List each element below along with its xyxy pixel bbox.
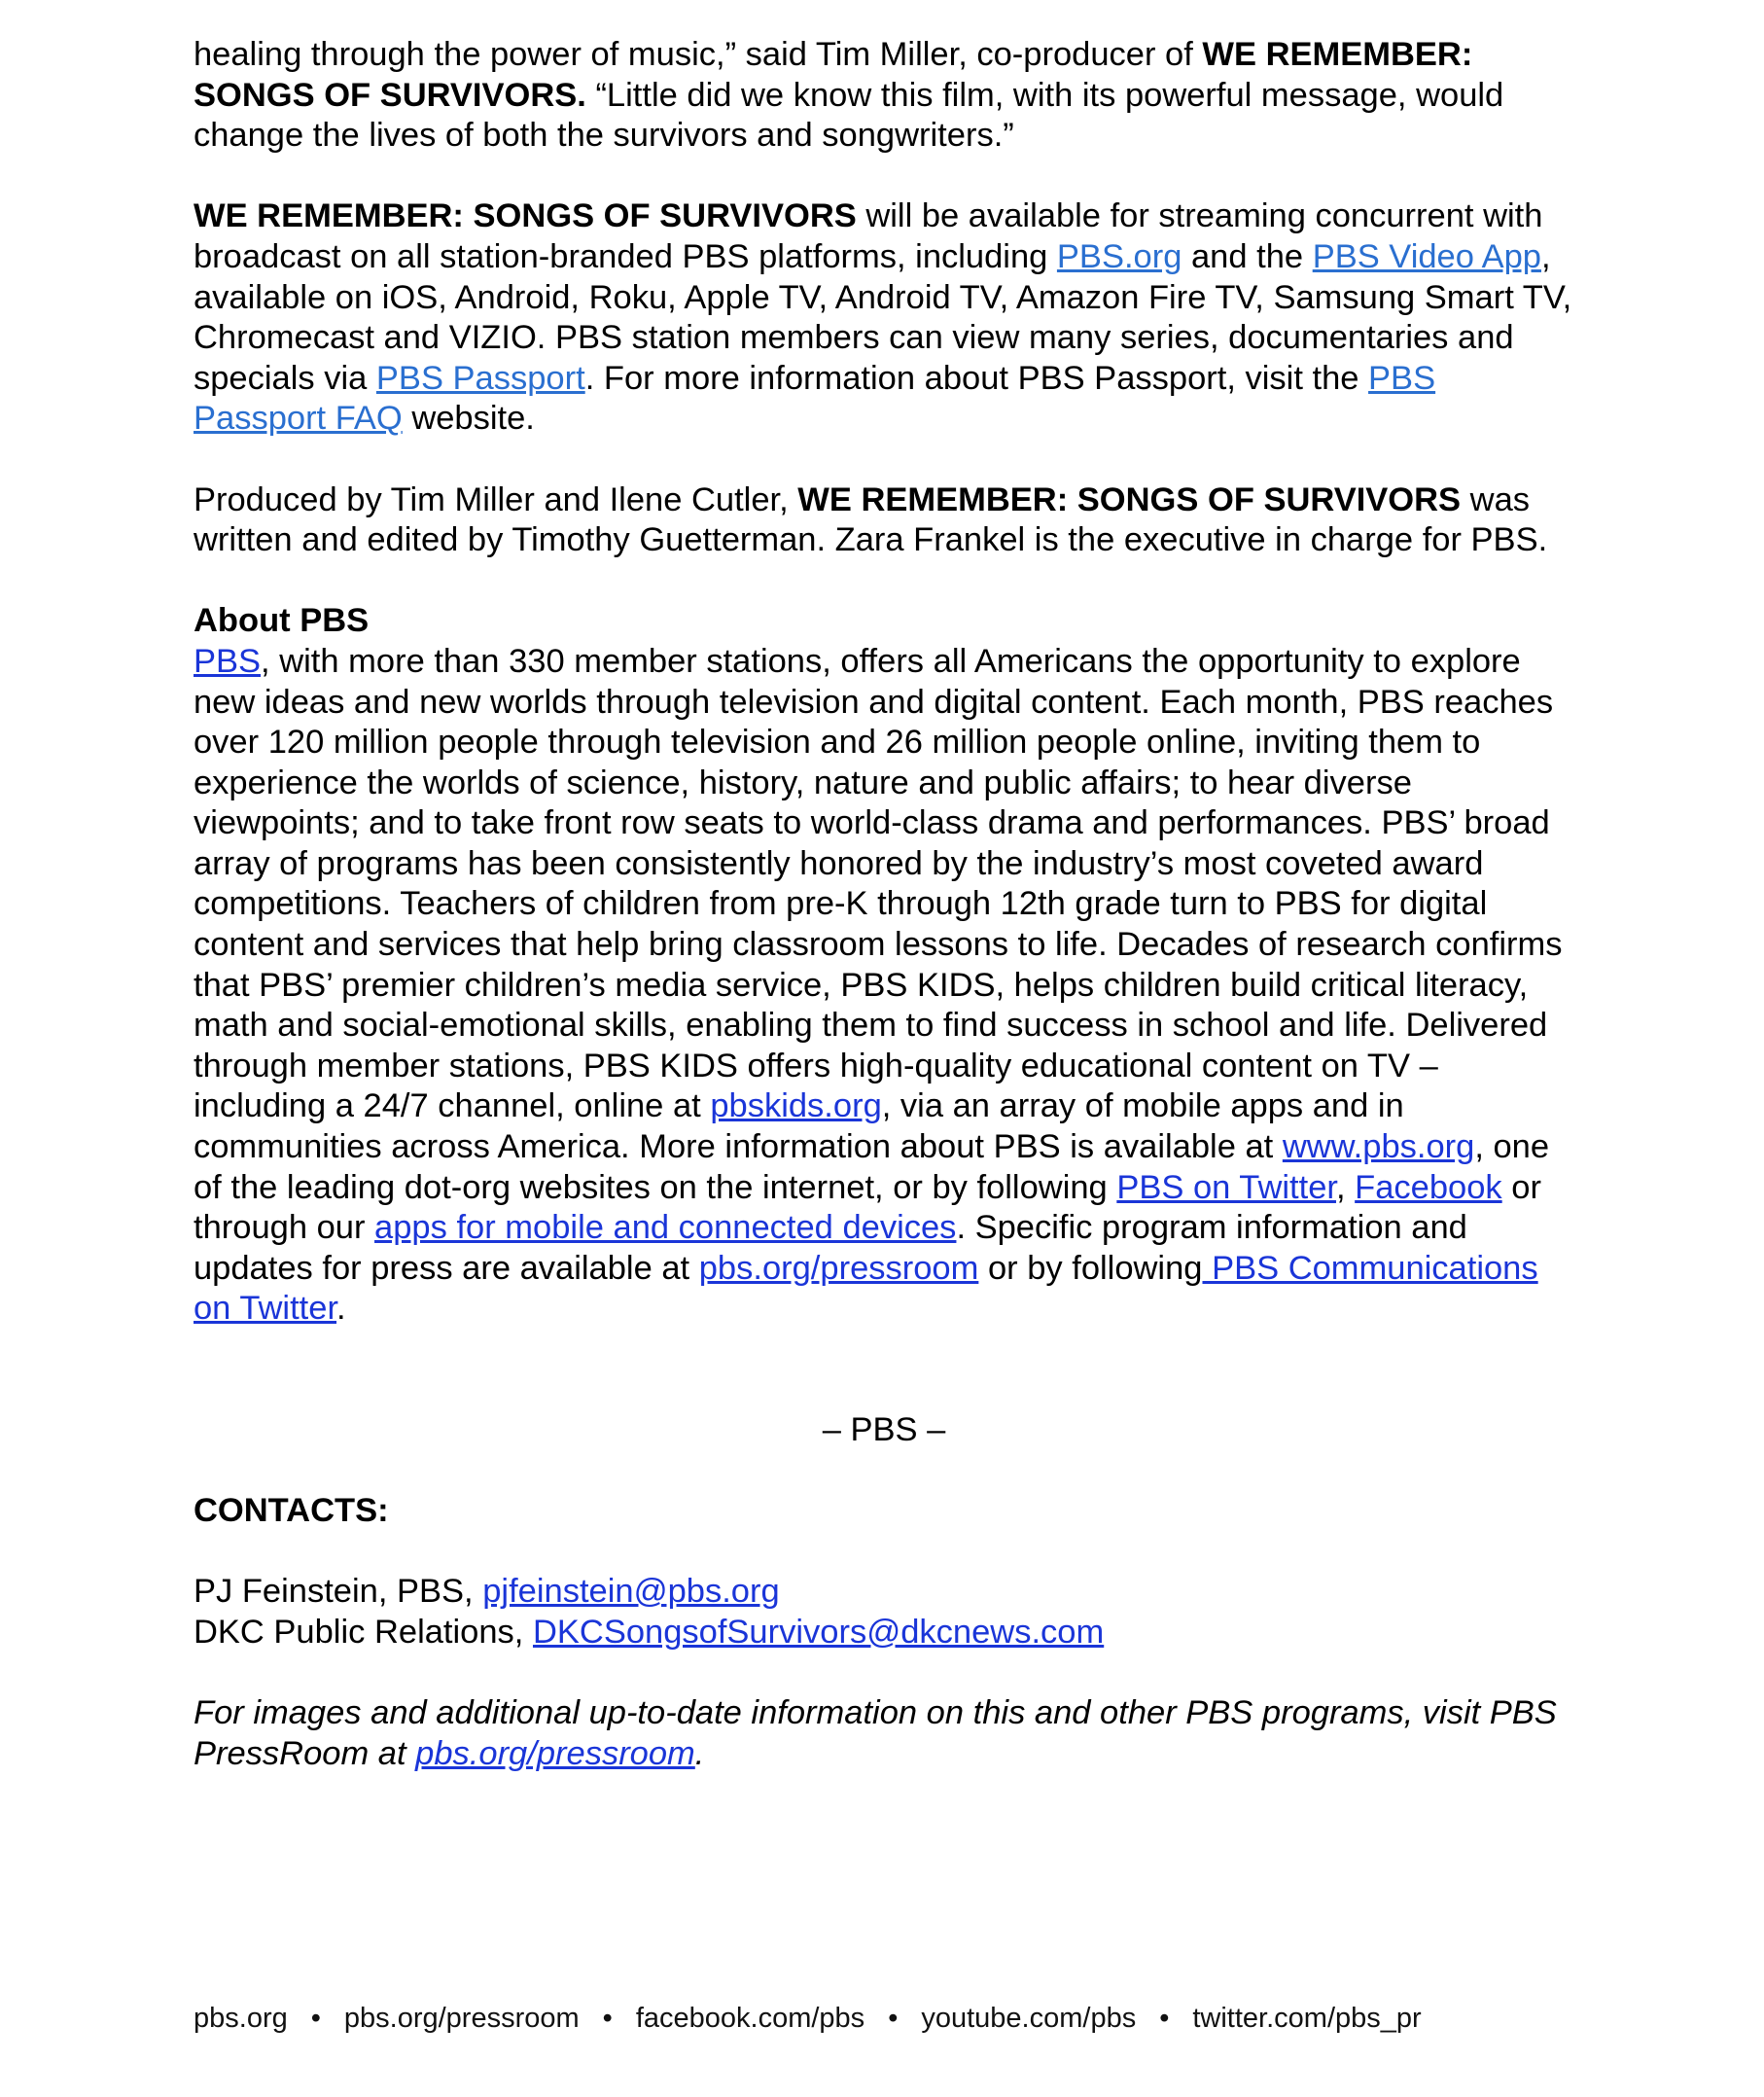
footer-item: pbs.org/pressroom <box>343 2003 580 2034</box>
paragraph-streaming <box>194 196 1574 440</box>
paragraph-about <box>194 642 1574 1330</box>
link-www-pbs-org[interactable]: www.pbs.org <box>1282 1128 1475 1166</box>
link-apps[interactable]: apps for mobile and connected devices <box>374 1209 957 1247</box>
text: For images and additional up-to-date information on this and other PBS programs, visit PBS PressRoom at <box>194 1694 1557 1772</box>
text: . Specific program information and updates for press are available at <box>194 1209 1467 1287</box>
text: was written and edited by Timothy Guetterman. Zara Frankel is the executive in charge for PBS. <box>194 480 1548 559</box>
bold-title: WE REMEMBER: SONGS OF SURVIVORS <box>797 480 1462 518</box>
text: Produced by Tim Miller and Ilene Cutler, <box>194 480 798 518</box>
link-pbs-communications-twitter[interactable]: PBS Communications on Twitter <box>194 1249 1538 1328</box>
footer-item: youtube.com/pbs <box>921 2003 1137 2034</box>
page-footer <box>194 2002 1574 2035</box>
contact-text: DKC Public Relations, <box>194 1613 533 1651</box>
link-pbs-passport-faq[interactable]: PBS Passport FAQ <box>194 359 1436 438</box>
text: , <box>1335 1168 1356 1206</box>
footer-separator: • <box>888 2003 899 2034</box>
link-facebook[interactable]: Facebook <box>1355 1168 1502 1206</box>
text: or through our <box>194 1168 1541 1247</box>
text: and the <box>1182 237 1313 275</box>
text: . <box>694 1734 705 1772</box>
text: , with more than 330 member stations, offers all Americans the opportunity to explore new ideas and new worlds through television and digital content. Each month, PBS reaches over 120 million people through television and 26 million people online, inviting them to experience the worlds of science, history, nature and public affairs; to hear diverse viewpoints; and to take front row seats to world-class drama and performances. PBS’ broad array of programs has been consistently honored by the industry’s most coveted award competitions. Teachers of children from pre-K through 12th grade turn to PBS for digital content and services that help bring classroom lessons to life. Decades of research confirms that PBS’ premier children’s media service, PBS KIDS, helps children build critical literacy, math and social-emotional skills, enabling them to find success in school and life. Delivered through member stations, PBS KIDS offers high-quality educational content on TV – including a 24/7 channel, online at <box>194 642 1563 1125</box>
link-pbs-twitter[interactable]: PBS on Twitter <box>1116 1168 1336 1206</box>
text: “Little did we know this film, with its powerful message, would change the lives of both the survivors and songwriters.” <box>194 76 1504 155</box>
bold-title: WE REMEMBER: SONGS OF SURVIVORS <box>194 197 857 235</box>
link-pbs-video-app[interactable]: PBS Video App <box>1312 237 1541 275</box>
footer-item: twitter.com/pbs_pr <box>1192 2003 1422 2034</box>
document-body <box>194 35 1574 1815</box>
end-divider: – PBS – <box>822 1411 946 1448</box>
contacts-heading-text: CONTACTS: <box>194 1492 389 1530</box>
about-heading: About PBS <box>194 602 370 640</box>
text: . For more information about PBS Passport, visit the <box>584 359 1369 397</box>
bold-title: WE REMEMBER: SONGS OF SURVIVORS. <box>194 36 1473 114</box>
contacts-heading <box>194 1491 1574 1532</box>
text: . <box>336 1290 346 1328</box>
text: or by following <box>978 1249 1203 1287</box>
text: healing through the power of music,” said Tim Miller, co-producer of <box>194 36 1203 73</box>
link-pbs[interactable]: PBS <box>194 642 262 680</box>
contacts-list <box>194 1572 1574 1653</box>
link-pbs-passport[interactable]: PBS Passport <box>375 359 585 397</box>
text: will be available for streaming concurrent with broadcast on all station-branded PBS platforms, including <box>194 197 1543 275</box>
paragraph-credits <box>194 480 1574 561</box>
link-email-dkc[interactable]: DKCSongsofSurvivors@dkcnews.com <box>532 1613 1105 1651</box>
footer-separator: • <box>1159 2003 1170 2034</box>
footer-separator: • <box>310 2003 321 2034</box>
paragraph-quote <box>194 35 1574 157</box>
link-pbs-org[interactable]: PBS.org <box>1056 237 1182 275</box>
footer-separator: • <box>602 2003 613 2034</box>
text: , one of the leading dot-org websites on the internet, or by following <box>194 1128 1550 1206</box>
link-email-pbs[interactable]: pjfeinstein@pbs.org <box>482 1573 780 1611</box>
text: , available on iOS, Android, Roku, Apple TV, Android TV, Amazon Fire TV, Samsung Smart TV, Chromecast and VIZIO. PBS station members can view many series, documentaries and specials via <box>194 237 1572 397</box>
footer-item: facebook.com/pbs <box>635 2003 865 2034</box>
link-pressroom[interactable]: pbs.org/pressroom <box>698 1249 979 1287</box>
text: , via an array of mobile apps and in communities across America. More information about PBS is available at <box>194 1087 1404 1166</box>
text: website. <box>402 400 535 438</box>
contact-text: PJ Feinstein, PBS, <box>194 1573 483 1611</box>
link-pressroom-note[interactable]: pbs.org/pressroom <box>415 1734 695 1772</box>
footer-item: pbs.org <box>194 2003 288 2034</box>
pressroom-note <box>194 1693 1574 1774</box>
link-pbskids-org[interactable]: pbskids.org <box>710 1087 882 1125</box>
